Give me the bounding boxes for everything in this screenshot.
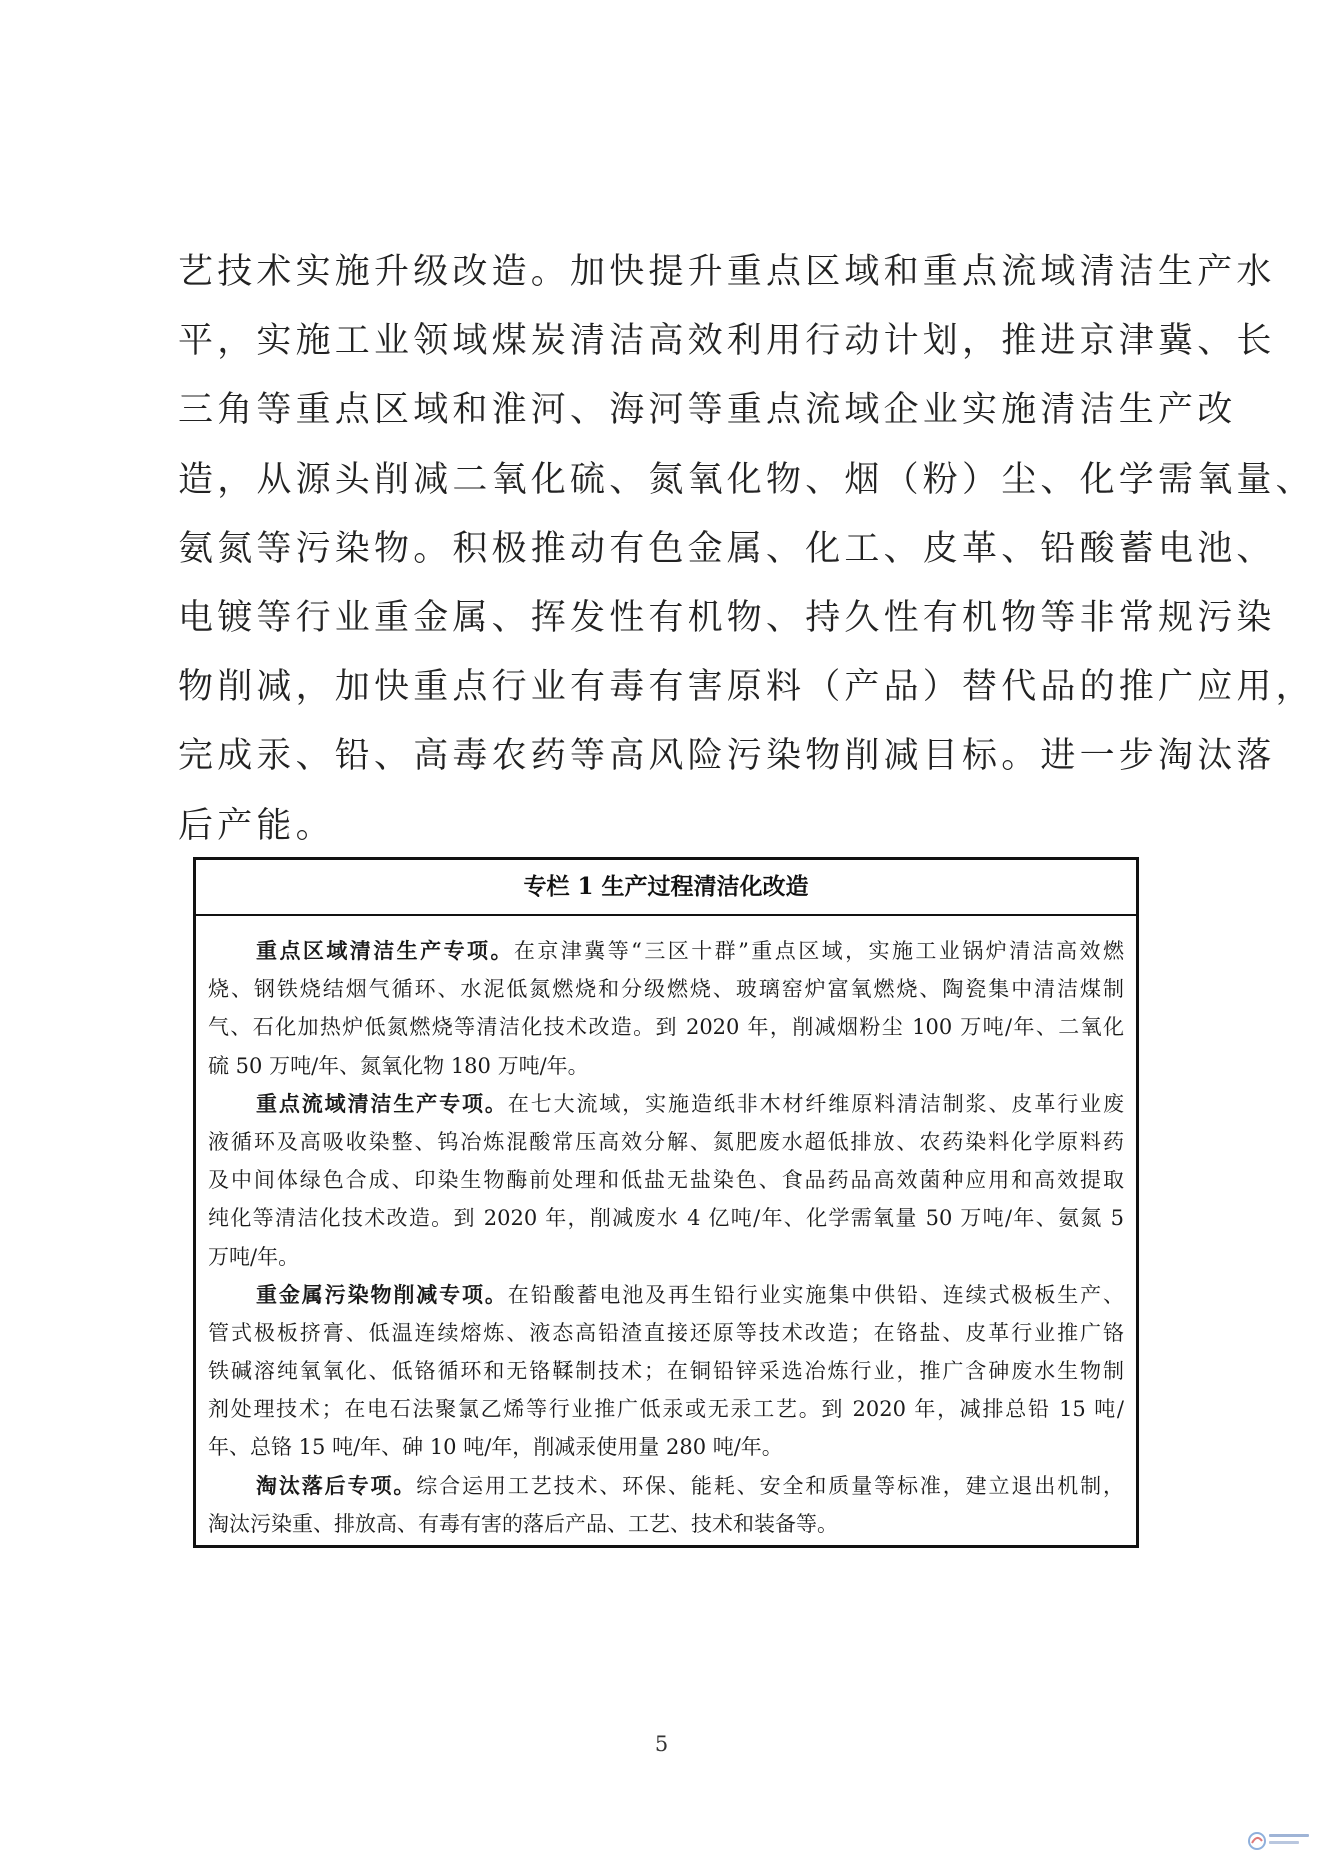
column-box bbox=[193, 857, 1139, 1548]
section-first-line bbox=[208, 1276, 1124, 1314]
section-line: 纯化等清洁化技术改造。到 2020 年，削减废水 4 亿吨/年、化学需氧量 50 万吨/年、氨氮 5 bbox=[208, 1206, 1124, 1231]
section-line: 剂处理技术；在电石法聚氯乙烯等行业推广低汞或无汞工艺。到 2020 年，减排总铅 15 吨/ bbox=[208, 1397, 1124, 1422]
section-line: 硫 50 万吨/年、氮氧化物 180 万吨/年。 bbox=[208, 1053, 589, 1078]
section-first-line bbox=[208, 932, 1124, 970]
body-line: 三角等重点区域和淮河、海河等重点流域企业实施清洁生产改 bbox=[178, 390, 1237, 431]
section-first-line bbox=[208, 1467, 1124, 1505]
body-line: 后产能。 bbox=[178, 805, 335, 846]
body-paragraph bbox=[178, 238, 1315, 861]
section-line: 烧、钢铁烧结烟气循环、水泥低氮燃烧和分级燃烧、玻璃窑炉富氧燃烧、陶瓷集中清洁煤制 bbox=[208, 977, 1124, 1002]
section-line: 及中间体绿色合成、印染生物酶前处理和低盐无盐染色、食品药品高效菌种应用和高效提取 bbox=[208, 1168, 1124, 1193]
section-line: 铁碱溶纯氧氧化、低铬循环和无铬鞣制技术；在铜铅锌采选冶炼行业，推广含砷废水生物制 bbox=[208, 1359, 1124, 1384]
watermark-text-marks bbox=[1269, 1834, 1309, 1848]
section-first-line bbox=[208, 1085, 1124, 1123]
section-text: 在铅酸蓄电池及再生铅行业实施集中供铅、连续式极板生产、 bbox=[507, 1282, 1124, 1307]
section-text: 在七大流域，实施造纸非木材纤维原料清洁制浆、皮革行业废 bbox=[507, 1091, 1124, 1116]
body-line: 完成汞、铅、高毒农药等高风险污染物削减目标。进一步淘汰落 bbox=[178, 736, 1276, 777]
site-logo-icon bbox=[1247, 1831, 1309, 1859]
section-text: 在京津冀等“三区十群”重点区域，实施工业锅炉清洁高效燃 bbox=[513, 939, 1124, 963]
box-body bbox=[196, 916, 1136, 1543]
box-title: 专栏 1 生产过程清洁化改造 bbox=[196, 860, 1136, 916]
body-line: 电镀等行业重金属、挥发性有机物、持久性有机物等非常规污染 bbox=[178, 597, 1276, 638]
page-number: 5 bbox=[654, 1732, 669, 1756]
section-line: 淘汰污染重、排放高、有毒有害的落后产品、工艺、技术和装备等。 bbox=[208, 1511, 838, 1536]
body-line: 艺技术实施升级改造。加快提升重点区域和重点流域清洁生产水 bbox=[178, 252, 1276, 292]
section-lead: 重点流域清洁生产专项。 bbox=[256, 1090, 508, 1116]
section-line: 液循环及高吸收染整、钨冶炼混酸常压高效分解、氮肥废水超低排放、农药染料化学原料药 bbox=[208, 1129, 1124, 1154]
body-line: 平，实施工业领域煤炭清洁高效利用行动计划，推进京津冀、长 bbox=[178, 321, 1276, 362]
section-line: 年、总铬 15 吨/年、砷 10 吨/年，削减汞使用量 280 吨/年。 bbox=[208, 1435, 783, 1460]
body-line: 氨氮等污染物。积极推动有色金属、化工、皮革、铅酸蓄电池、 bbox=[178, 528, 1276, 569]
section-line: 管式极板挤膏、低温连续熔炼、液态高铅渣直接还原等技术改造；在铬盐、皮革行业推广铬 bbox=[208, 1320, 1124, 1345]
section-lead: 重金属污染物削减专项。 bbox=[256, 1281, 508, 1307]
section-line: 气、石化加热炉低氮燃烧等清洁化技术改造。到 2020 年，削减烟粉尘 100 万吨/年、二氧化 bbox=[208, 1015, 1124, 1040]
section-text: 综合运用工艺技术、环保、能耗、安全和质量等标准，建立退出机制， bbox=[416, 1473, 1125, 1498]
section-line: 万吨/年。 bbox=[208, 1244, 300, 1269]
section-lead: 重点区域清洁生产专项。 bbox=[256, 938, 514, 963]
body-line: 造，从源头削减二氧化硫、氮氧化物、烟（粉）尘、化学需氧量、 bbox=[178, 459, 1315, 500]
section-lead: 淘汰落后专项。 bbox=[256, 1472, 417, 1498]
logo-mark-icon bbox=[1247, 1831, 1267, 1851]
body-line: 物削减，加快重点行业有毒有害原料（产品）替代品的推广应用， bbox=[178, 667, 1315, 708]
